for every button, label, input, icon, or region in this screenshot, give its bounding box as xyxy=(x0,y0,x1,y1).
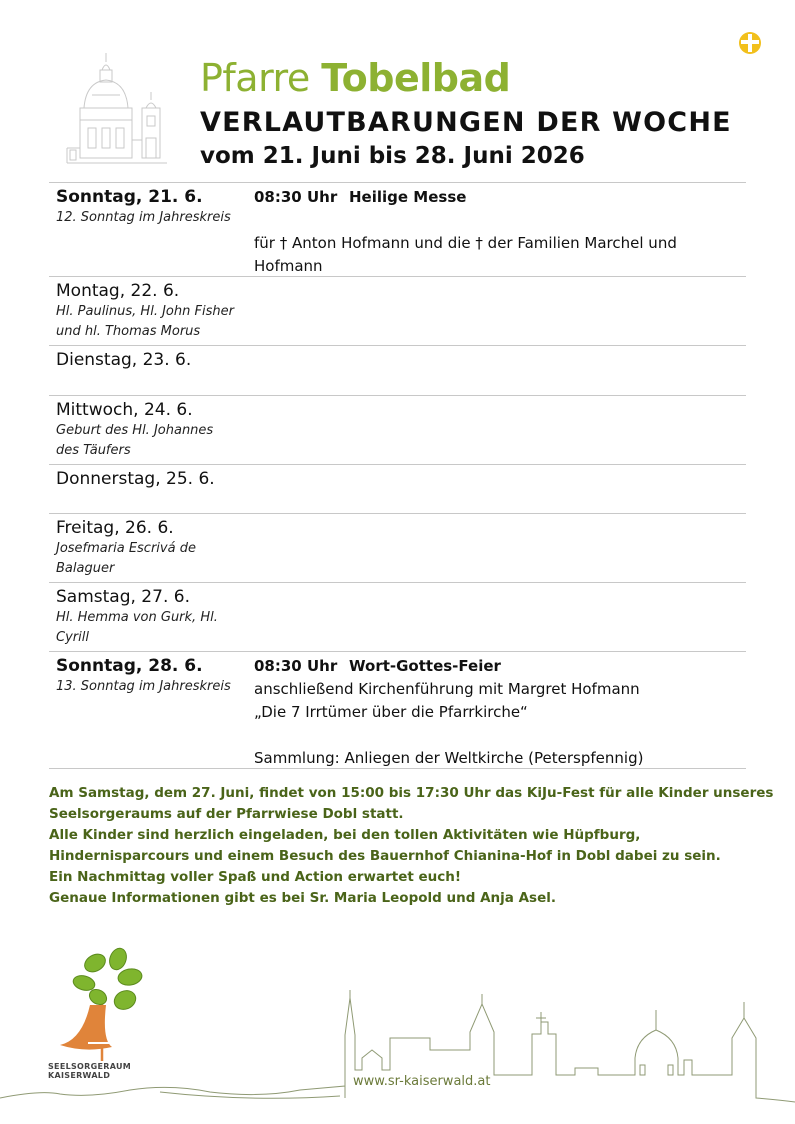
feast-day-label: 12. Sonntag im Jahreskreis xyxy=(56,210,231,225)
event-note: „Die 7 Irrtümer über die Pfarrkirche“ xyxy=(254,703,528,721)
events-cell xyxy=(254,655,744,770)
day-cell xyxy=(56,468,246,490)
notice-line: Genaue Informationen gibt es bei Sr. Maria Leopold und Anja Asel. xyxy=(49,890,556,906)
feast-day-label: Cyrill xyxy=(56,630,89,645)
feast-day-label: Josefmaria Escrivá de xyxy=(56,541,196,556)
feast-day-label: des Täufers xyxy=(56,443,131,458)
note-spacer xyxy=(254,724,744,747)
logo-text-line1: SEELSORGERAUM xyxy=(48,1062,132,1071)
schedule-row xyxy=(49,276,746,345)
event-time: 08:30 Uhr xyxy=(254,657,338,675)
day-name: Sonntag, 28. 6. xyxy=(56,656,203,676)
parish-title-prefix: Pfarre xyxy=(200,56,310,100)
church-outline-icon xyxy=(62,50,172,165)
weekly-schedule xyxy=(49,182,746,769)
events-cell xyxy=(254,186,744,278)
logo-text-line2: KAISERWALD xyxy=(48,1071,111,1080)
event-heading xyxy=(254,186,744,209)
event-heading xyxy=(254,655,744,678)
schedule-row xyxy=(49,651,746,769)
schedule-row xyxy=(49,182,746,276)
day-name: Sonntag, 21. 6. xyxy=(56,187,203,207)
event-note: Sammlung: Anliegen der Weltkirche (Peterspfennig) xyxy=(254,749,644,767)
notice-line: Alle Kinder sind herzlich eingeladen, bei den tollen Aktivitäten wie Hüpfburg, xyxy=(49,827,641,843)
event-title: Wort-Gottes-Feier xyxy=(349,657,501,675)
event-note: Hofmann xyxy=(254,257,323,275)
event-note: für † Anton Hofmann und die † der Familien Marchel und xyxy=(254,234,677,252)
event-time: 08:30 Uhr xyxy=(254,188,338,206)
date-range: vom 21. Juni bis 28. Juni 2026 xyxy=(200,143,585,169)
note-spacer xyxy=(254,209,744,232)
schedule-row xyxy=(49,395,746,464)
notice-line: Seelsorgeraums auf der Pfarrwiese Dobl statt. xyxy=(49,806,404,822)
day-name: Dienstag, 23. 6. xyxy=(56,350,192,370)
day-cell xyxy=(56,349,246,371)
day-cell xyxy=(56,280,246,342)
parish-title-name: Tobelbad xyxy=(321,56,511,100)
feast-day-label: Balaguer xyxy=(56,561,115,576)
day-cell xyxy=(56,399,246,461)
day-name: Freitag, 26. 6. xyxy=(56,518,174,538)
schedule-row xyxy=(49,582,746,651)
notice-line: Am Samstag, dem 27. Juni, findet von 15:00 bis 17:30 Uhr das KiJu-Fest für alle Kinder unseres xyxy=(49,785,774,801)
day-cell xyxy=(56,586,246,648)
feast-day-label: Hl. Hemma von Gurk, Hl. xyxy=(56,610,218,625)
town-skyline-icon xyxy=(0,990,795,1124)
notice-line: Ein Nachmittag voller Spaß und Action erwartet euch! xyxy=(49,869,462,885)
website-link[interactable]: www.sr-kaiserwald.at xyxy=(353,1074,491,1089)
day-name: Mittwoch, 24. 6. xyxy=(56,400,193,420)
feast-day-label: Hl. Paulinus, Hl. John Fisher xyxy=(56,304,234,319)
event-notice xyxy=(49,783,774,909)
schedule-row xyxy=(49,464,746,513)
feast-day-label: und hl. Thomas Morus xyxy=(56,324,201,339)
feast-day-label: 13. Sonntag im Jahreskreis xyxy=(56,679,231,694)
day-name: Donnerstag, 25. 6. xyxy=(56,469,215,489)
day-cell xyxy=(56,517,246,579)
feast-day-label: Geburt des Hl. Johannes xyxy=(56,423,214,438)
notice-line: Hindernisparcours und einem Besuch des Bauernhof Chianina-Hof in Dobl dabei zu sein. xyxy=(49,848,721,864)
day-name: Montag, 22. 6. xyxy=(56,281,180,301)
day-name: Samstag, 27. 6. xyxy=(56,587,190,607)
schedule-row xyxy=(49,345,746,395)
event-note: anschließend Kirchenführung mit Margret Hofmann xyxy=(254,680,640,698)
page-subtitle: VERLAUTBARUNGEN DER WOCHE xyxy=(200,107,732,138)
parish-title xyxy=(200,56,510,100)
schedule-row xyxy=(49,513,746,582)
day-cell xyxy=(56,186,246,228)
cross-circle-icon xyxy=(738,31,762,55)
event-title: Heilige Messe xyxy=(349,188,467,206)
day-cell xyxy=(56,655,246,697)
